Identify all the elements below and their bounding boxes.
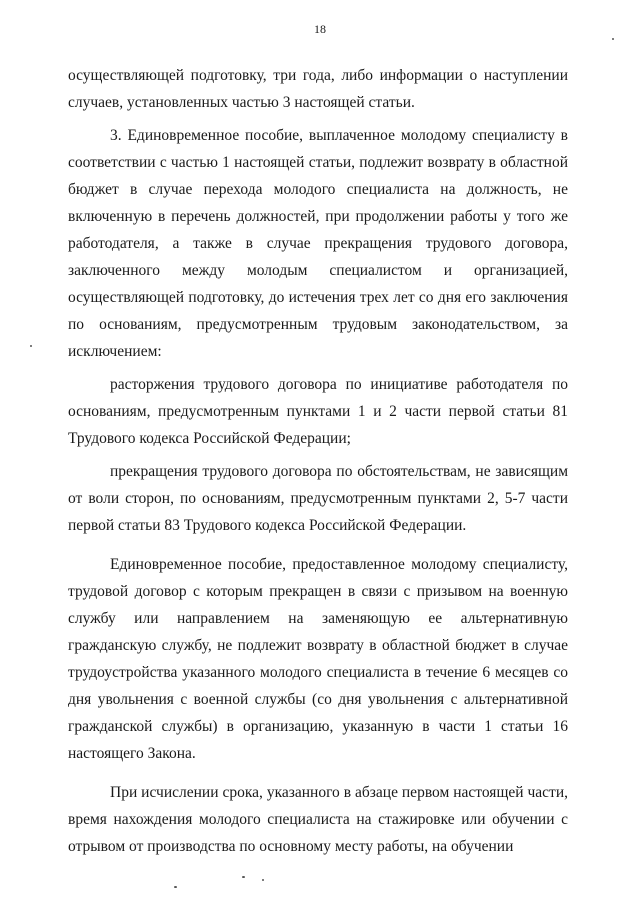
scan-speck (242, 876, 245, 878)
paragraph-military-service: Единовременное пособие, предоставленное молодому специалисту, трудовой договор с которым прекращен в связи с призывом на военную службу или направлением на заменяющую ее альтернативную гражданскую службу, не подлежит возврату в областной бюджет в случае трудоустройства указанного молодого специалиста в течение 6 месяцев со дня увольнения с военной службы (со дня увольнения с альтернативной гражданской службы) в организацию, указанную в части 1 статьи 16 настоящего Закона. (68, 556, 568, 762)
document-body (68, 62, 568, 860)
paragraph-continuation: осуществляющей подготовку, три года, либо информации о наступлении случаев, установленных частью 3 настоящей статьи. (68, 67, 568, 111)
paragraph-exception-1: расторжения трудового договора по инициативе работодателя по основаниям, предусмотренным пунктами 1 и 2 части первой статьи 81 Трудового кодекса Российской Федерации; (68, 376, 568, 447)
scan-speck (174, 886, 177, 888)
scan-speck (612, 38, 614, 40)
paragraph-part-3: 3. Единовременное пособие, выплаченное молодому специалисту в соответствии с частью 1 настоящей статьи, подлежит возврату в областной бюджет в случае перехода молодого специалиста на должность, не включенную в перечень должностей, при продолжении работы у того же работодателя, а также в случае прекращения трудового договора, заключенного между молодым специалистом и организацией, осуществляющей подготовку, до истечения трех лет со дня его заключения по основаниям, предусмотренным трудовым законодательством, за исключением: (68, 127, 568, 360)
page-number: 18 (314, 22, 326, 36)
paragraph-exception-2: прекращения трудового договора по обстоятельствам, не зависящим от воли сторон, по основаниям, предусмотренным пунктами 2, 5-7 части первой статьи 83 Трудового кодекса Российской Федерации. (68, 463, 568, 534)
scan-speck (262, 879, 264, 881)
scan-speck (30, 345, 32, 347)
paragraph-term-calculation: При исчислении срока, указанного в абзаце первом настоящей части, время нахождения молодого специалиста на стажировке или обучении с отрывом от производства по основному месту работы, на обучении (68, 784, 568, 855)
